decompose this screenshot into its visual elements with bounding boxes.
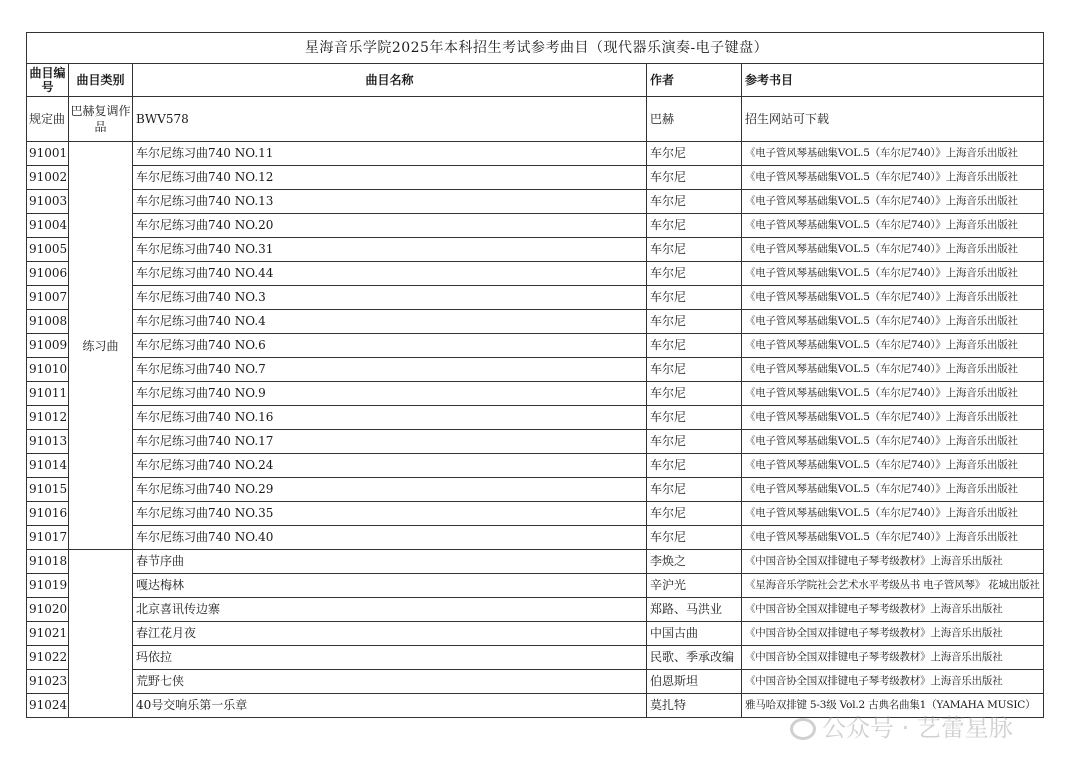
header-row	[27, 64, 1044, 97]
table-row	[27, 358, 1044, 382]
piece-reference-book: 《电子管风琴基础集VOL.5（车尔尼740）》上海音乐出版社	[742, 478, 1044, 502]
required-name: BWV578	[133, 97, 647, 142]
piece-author: 辛沪光	[647, 574, 742, 598]
piece-name: 春江花月夜	[133, 622, 647, 646]
table-row	[27, 286, 1044, 310]
piece-name: 车尔尼练习曲740 NO.35	[133, 502, 647, 526]
header-category: 曲目类别	[69, 64, 133, 97]
table-row	[27, 214, 1044, 238]
piece-name: 车尔尼练习曲740 NO.11	[133, 142, 647, 166]
piece-author: 车尔尼	[647, 310, 742, 334]
header-book: 参考书目	[742, 64, 1044, 97]
required-book: 招生网站可下载	[742, 97, 1044, 142]
piece-name: 车尔尼练习曲740 NO.17	[133, 430, 647, 454]
piece-number: 91014	[27, 454, 69, 478]
piece-name: 玛依拉	[133, 646, 647, 670]
piece-name: 车尔尼练习曲740 NO.3	[133, 286, 647, 310]
piece-reference-book: 《电子管风琴基础集VOL.5（车尔尼740）》上海音乐出版社	[742, 238, 1044, 262]
table-row	[27, 622, 1044, 646]
table-row	[27, 574, 1044, 598]
piece-number: 91009	[27, 334, 69, 358]
piece-reference-book: 《电子管风琴基础集VOL.5（车尔尼740）》上海音乐出版社	[742, 358, 1044, 382]
piece-name: 车尔尼练习曲740 NO.6	[133, 334, 647, 358]
wechat-logo-icon	[790, 718, 816, 740]
piece-number: 91010	[27, 358, 69, 382]
piece-reference-book: 雅马哈双排键 5-3级 Vol.2 古典名曲集1（YAMAHA MUSIC）	[742, 694, 1044, 718]
piece-number: 91011	[27, 382, 69, 406]
piece-number: 91001	[27, 142, 69, 166]
piece-number: 91004	[27, 214, 69, 238]
table-row	[27, 190, 1044, 214]
piece-number: 91002	[27, 166, 69, 190]
piece-name: 车尔尼练习曲740 NO.16	[133, 406, 647, 430]
piece-number: 91013	[27, 430, 69, 454]
piece-reference-book: 《中国音协全国双排键电子琴考级教材》上海音乐出版社	[742, 598, 1044, 622]
piece-name: 车尔尼练习曲740 NO.31	[133, 238, 647, 262]
table-row	[27, 406, 1044, 430]
piece-number: 91008	[27, 310, 69, 334]
piece-number: 91006	[27, 262, 69, 286]
table-title: 星海音乐学院2025年本科招生考试参考曲目（现代器乐演奏-电子键盘）	[27, 33, 1044, 64]
table-row	[27, 598, 1044, 622]
table-row	[27, 526, 1044, 550]
piece-number: 91005	[27, 238, 69, 262]
table-row	[27, 694, 1044, 718]
table-row	[27, 166, 1044, 190]
piece-reference-book: 《电子管风琴基础集VOL.5（车尔尼740）》上海音乐出版社	[742, 430, 1044, 454]
piece-number: 91022	[27, 646, 69, 670]
table-row	[27, 502, 1044, 526]
piece-reference-book: 《中国音协全国双排键电子琴考级教材》上海音乐出版社	[742, 646, 1044, 670]
piece-reference-book: 《电子管风琴基础集VOL.5（车尔尼740）》上海音乐出版社	[742, 454, 1044, 478]
table-row	[27, 670, 1044, 694]
header-num: 曲目编号	[27, 64, 69, 97]
piece-author: 车尔尼	[647, 382, 742, 406]
piece-number: 91024	[27, 694, 69, 718]
piece-author: 莫扎特	[647, 694, 742, 718]
repertoire-table	[26, 32, 1044, 718]
piece-reference-book: 《电子管风琴基础集VOL.5（车尔尼740）》上海音乐出版社	[742, 142, 1044, 166]
table-row	[27, 478, 1044, 502]
piece-name: 车尔尼练习曲740 NO.4	[133, 310, 647, 334]
table-row	[27, 646, 1044, 670]
required-category: 巴赫复调作品	[69, 97, 133, 142]
watermark-text: 公众号 · 艺蕾星脉	[822, 714, 1013, 742]
piece-reference-book: 《电子管风琴基础集VOL.5（车尔尼740）》上海音乐出版社	[742, 262, 1044, 286]
piece-name: 春节序曲	[133, 550, 647, 574]
piece-reference-book: 《电子管风琴基础集VOL.5（车尔尼740）》上海音乐出版社	[742, 214, 1044, 238]
piece-author: 车尔尼	[647, 238, 742, 262]
piece-author: 伯恩斯坦	[647, 670, 742, 694]
piece-reference-book: 《电子管风琴基础集VOL.5（车尔尼740）》上海音乐出版社	[742, 286, 1044, 310]
piece-number: 91012	[27, 406, 69, 430]
piece-reference-book: 《星海音乐学院社会艺术水平考级丛书 电子管风琴》 花城出版社	[742, 574, 1044, 598]
piece-number: 91021	[27, 622, 69, 646]
piece-author: 车尔尼	[647, 334, 742, 358]
table-row	[27, 454, 1044, 478]
piece-reference-book: 《中国音协全国双排键电子琴考级教材》上海音乐出版社	[742, 670, 1044, 694]
piece-name: 车尔尼练习曲740 NO.44	[133, 262, 647, 286]
table-row	[27, 550, 1044, 574]
piece-author: 车尔尼	[647, 166, 742, 190]
piece-author: 车尔尼	[647, 526, 742, 550]
required-author: 巴赫	[647, 97, 742, 142]
piece-author: 车尔尼	[647, 190, 742, 214]
piece-reference-book: 《电子管风琴基础集VOL.5（车尔尼740）》上海音乐出版社	[742, 334, 1044, 358]
piece-name: 40号交响乐第一乐章	[133, 694, 647, 718]
category-etude: 练习曲	[69, 142, 133, 550]
piece-author: 车尔尼	[647, 502, 742, 526]
piece-name: 车尔尼练习曲740 NO.24	[133, 454, 647, 478]
required-piece-row	[27, 97, 1044, 142]
piece-number: 91019	[27, 574, 69, 598]
piece-number: 91007	[27, 286, 69, 310]
piece-name: 嘎达梅林	[133, 574, 647, 598]
piece-author: 李焕之	[647, 550, 742, 574]
piece-number: 91003	[27, 190, 69, 214]
table-row	[27, 310, 1044, 334]
table-row	[27, 430, 1044, 454]
piece-author: 车尔尼	[647, 286, 742, 310]
table-row	[27, 142, 1044, 166]
piece-author: 车尔尼	[647, 214, 742, 238]
piece-author: 中国古曲	[647, 622, 742, 646]
piece-author: 车尔尼	[647, 406, 742, 430]
piece-reference-book: 《电子管风琴基础集VOL.5（车尔尼740）》上海音乐出版社	[742, 310, 1044, 334]
piece-author: 车尔尼	[647, 262, 742, 286]
piece-author: 车尔尼	[647, 430, 742, 454]
table-row	[27, 334, 1044, 358]
piece-reference-book: 《中国音协全国双排键电子琴考级教材》上海音乐出版社	[742, 550, 1044, 574]
piece-author: 车尔尼	[647, 478, 742, 502]
piece-number: 91018	[27, 550, 69, 574]
piece-name: 车尔尼练习曲740 NO.20	[133, 214, 647, 238]
piece-author: 车尔尼	[647, 454, 742, 478]
table-row	[27, 238, 1044, 262]
piece-number: 91015	[27, 478, 69, 502]
piece-name: 车尔尼练习曲740 NO.9	[133, 382, 647, 406]
header-author: 作者	[647, 64, 742, 97]
piece-reference-book: 《电子管风琴基础集VOL.5（车尔尼740）》上海音乐出版社	[742, 526, 1044, 550]
piece-reference-book: 《电子管风琴基础集VOL.5（车尔尼740）》上海音乐出版社	[742, 502, 1044, 526]
piece-author: 车尔尼	[647, 142, 742, 166]
piece-author: 车尔尼	[647, 358, 742, 382]
piece-name: 荒野七侠	[133, 670, 647, 694]
category-pieces	[69, 550, 133, 718]
piece-name: 北京喜讯传边寨	[133, 598, 647, 622]
table-row	[27, 262, 1044, 286]
piece-number: 91017	[27, 526, 69, 550]
piece-number: 91020	[27, 598, 69, 622]
piece-name: 车尔尼练习曲740 NO.40	[133, 526, 647, 550]
piece-reference-book: 《电子管风琴基础集VOL.5（车尔尼740）》上海音乐出版社	[742, 382, 1044, 406]
piece-name: 车尔尼练习曲740 NO.29	[133, 478, 647, 502]
table-row	[27, 382, 1044, 406]
required-num: 规定曲	[27, 97, 69, 142]
piece-name: 车尔尼练习曲740 NO.13	[133, 190, 647, 214]
piece-author: 郑路、马洪业	[647, 598, 742, 622]
piece-reference-book: 《电子管风琴基础集VOL.5（车尔尼740）》上海音乐出版社	[742, 406, 1044, 430]
piece-reference-book: 《电子管风琴基础集VOL.5（车尔尼740）》上海音乐出版社	[742, 166, 1044, 190]
piece-number: 91023	[27, 670, 69, 694]
piece-reference-book: 《中国音协全国双排键电子琴考级教材》上海音乐出版社	[742, 622, 1044, 646]
piece-name: 车尔尼练习曲740 NO.12	[133, 166, 647, 190]
header-name: 曲目名称	[133, 64, 647, 97]
piece-reference-book: 《电子管风琴基础集VOL.5（车尔尼740）》上海音乐出版社	[742, 190, 1044, 214]
piece-number: 91016	[27, 502, 69, 526]
piece-name: 车尔尼练习曲740 NO.7	[133, 358, 647, 382]
piece-author: 民歌、季承改编	[647, 646, 742, 670]
